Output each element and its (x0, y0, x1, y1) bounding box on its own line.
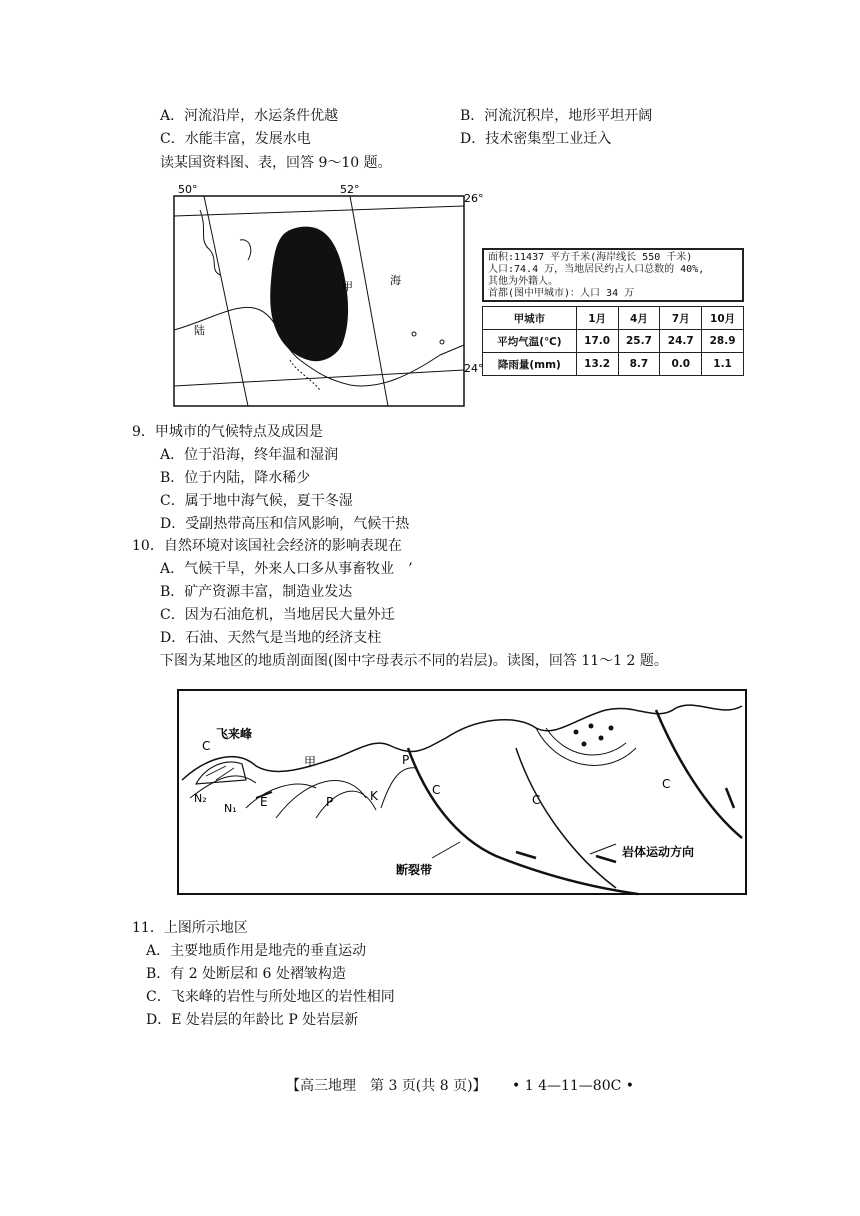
country-map (170, 180, 490, 410)
q10-stem: 10．自然环境对该国社会经济的影响表现在 (132, 538, 402, 554)
climate-cell: 0.0 (660, 353, 702, 376)
footer-exam-code: • 1 4—11—80C • (512, 1078, 635, 1094)
geo-label-e: E (260, 795, 268, 809)
geo-label-c-far: C (662, 777, 671, 791)
q9-option-b: B．位于内陆，降水稀少 (160, 470, 311, 486)
q11-option-d: D．E 处岩层的年龄比 P 处岩层新 (146, 1012, 359, 1028)
climate-cell: 8.7 (618, 353, 660, 376)
climate-cell: 17.0 (576, 330, 618, 353)
climate-header-cell: 甲城市 (483, 307, 577, 330)
geo-label-motion-direction: 岩体运动方向 (622, 845, 695, 859)
geo-label-c-mid: C (432, 783, 441, 797)
geo-label-p-fault: P (402, 753, 410, 767)
climate-cell: 24.7 (660, 330, 702, 353)
info-line-4: 首都(图中甲城市)：人口 34 万 (488, 288, 635, 299)
q11-option-c: C．飞来峰的岩性与所处地区的岩性相同 (146, 989, 395, 1005)
info-line-1: 面积:11437 平方千米(海岸线长 550 千米) (488, 252, 693, 263)
footer-page-info: 【高三地理 第 3 页(共 8 页)】 (286, 1078, 487, 1094)
climate-cell: 13.2 (576, 353, 618, 376)
q9-option-a: A．位于沿海，终年温和湿润 (160, 447, 339, 463)
q10-option-d: D．石油、天然气是当地的经济支柱 (160, 630, 382, 646)
q10-option-a: A．气候干旱，外来人口多从事畜牧业 ’ (160, 561, 413, 577)
geo-label-p: P (326, 795, 334, 809)
intro-11-12: 下图为某地区的地质剖面图(图中字母表示不同的岩层)。读图，回答 11～1 2 题。 (160, 653, 668, 669)
geo-label-c-klippe: C (202, 739, 211, 753)
q9-option-d: D．受副热带高压和信风影响，气候干热 (160, 516, 410, 532)
climate-header-cell: 7月 (660, 307, 702, 330)
geologic-profile (176, 688, 748, 898)
climate-header-cell: 4月 (618, 307, 660, 330)
geo-label-c-right: C (532, 793, 541, 807)
info-line-3: 其他为外籍人。 (488, 276, 558, 287)
country-info-box (482, 248, 744, 302)
map-label-lu: 陆 (194, 324, 205, 337)
map-lon-52: 52° (340, 183, 360, 196)
map-lat-24: 24° (464, 362, 484, 375)
q11-option-a: A．主要地质作用是地壳的垂直运动 (146, 943, 367, 959)
q8-option-d: D．技术密集型工业迁入 (460, 131, 612, 147)
map-label-jia: 甲 (342, 280, 353, 293)
geo-label-k: K (370, 789, 378, 803)
map-lon-50: 50° (178, 183, 198, 196)
climate-table-row (483, 353, 744, 376)
q8-option-b: B．河流沉积岸，地形平坦开阔 (460, 108, 653, 124)
climate-header-cell: 1月 (576, 307, 618, 330)
geo-label-feilaifeng: 飞来峰 (216, 727, 253, 741)
climate-cell: 28.9 (702, 330, 744, 353)
climate-header-cell: 10月 (702, 307, 744, 330)
climate-cell: 1.1 (702, 353, 744, 376)
q8-option-c: C．水能丰富，发展水电 (160, 131, 311, 147)
q11-option-b: B．有 2 处断层和 6 处褶皱构造 (146, 966, 346, 982)
geo-label-n1: N₁ (224, 802, 237, 815)
climate-row-label: 平均气温(℃) (483, 330, 577, 353)
q11-stem: 11．上图所示地区 (132, 920, 248, 936)
map-label-hai: 海 (390, 274, 401, 287)
climate-table-row (483, 330, 744, 353)
info-line-2: 人口:74.4 万，当地居民约占人口总数的 40%, (488, 264, 705, 275)
climate-row-label: 降雨量(mm) (483, 353, 577, 376)
intro-9-10: 读某国资料图、表，回答 9～10 题。 (160, 155, 392, 171)
map-lat-26: 26° (464, 192, 484, 205)
climate-table (482, 306, 744, 376)
q9-stem: 9．甲城市的气候特点及成因是 (132, 424, 323, 440)
q9-option-c: C．属于地中海气候，夏干冬湿 (160, 493, 353, 509)
geo-label-n2: N₂ (194, 792, 207, 805)
q10-option-c: C．因为石油危机，当地居民大量外迁 (160, 607, 395, 623)
climate-cell: 25.7 (618, 330, 660, 353)
q10-option-b: B．矿产资源丰富，制造业发达 (160, 584, 353, 600)
geo-label-jia: 甲 (304, 755, 317, 769)
geo-label-fault-zone: 断裂带 (396, 863, 433, 877)
q8-option-a: A．河流沿岸，水运条件优越 (160, 108, 339, 124)
climate-table-header (483, 307, 744, 330)
